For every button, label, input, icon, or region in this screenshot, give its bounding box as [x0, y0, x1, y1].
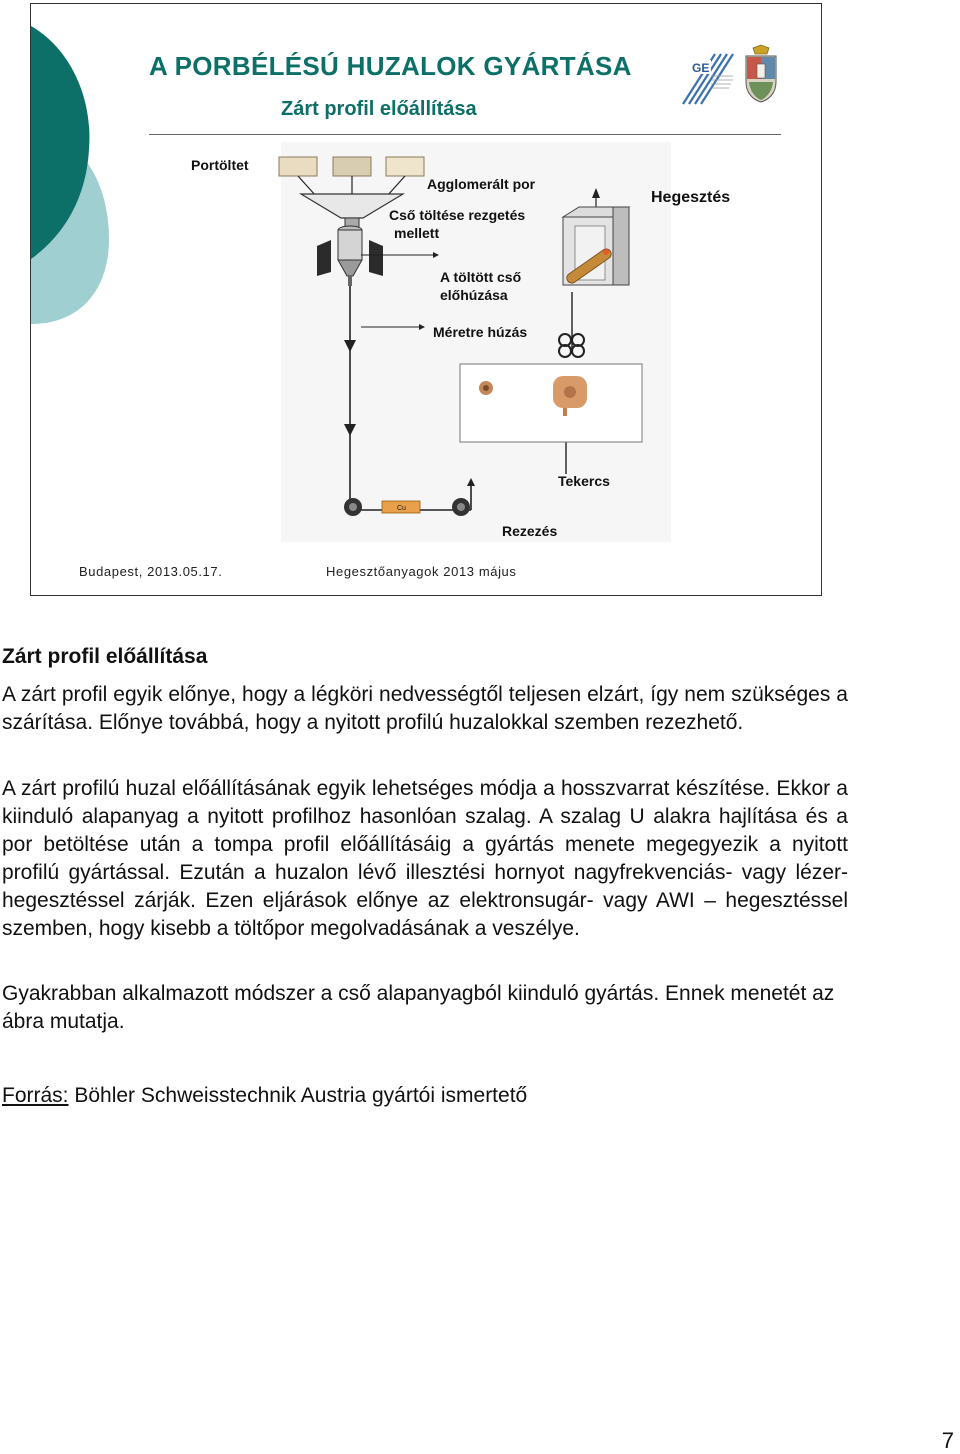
label-portoltet: Portöltet: [191, 157, 249, 173]
source-label: Forrás:: [2, 1084, 69, 1107]
label-agglomeralt-por: Agglomerált por: [427, 176, 536, 192]
svg-text:GE: GE: [692, 61, 710, 75]
label-meretre-huzas: Méretre húzás: [433, 324, 528, 340]
paragraph-2: A zárt profilú huzal előállításának egyik lehetséges módja a hosszvarrat készítése. Ekkor a kiinduló alapanyag a nyitott profilhoz hasonlóan szalag. A szalag U alakra hajlítása és a por betöltése után a tompa profil előállításáig a gyártás menete megegyezik a nyitott profilú gyártással. Ezután a huzalon lévő illesztési hornyot nagyfrekvenciás- vagy lézer-hegesztéssel zárják. Ezen eljárások előnye az elektronsugár- vagy AWI – hegesztéssel szemben, hogy kisebb a töltőpor megolvadásának a veszélye.: [2, 777, 848, 940]
label-tekercs: Tekercs: [558, 473, 610, 489]
label-eloh-line2: előhúzása: [440, 287, 508, 303]
paragraph-1: A zárt profil egyik előnye, hogy a légköri nedvességtől teljesen elzárt, így nem szükséges a szárítása. Előnye továbbá, hogy a nyitott profilú huzalokkal szemben rezezhető.: [2, 683, 848, 734]
label-rezezes: Rezezés: [502, 523, 558, 539]
slide-title: A PORBÉLÉSÚ HUZALOK GYÁRTÁSA: [149, 51, 632, 81]
label-cso-toltese-line1: Cső töltése rezgetés: [389, 207, 526, 223]
label-hegesztes: Hegesztés: [651, 189, 731, 206]
slide-frame: [30, 3, 822, 596]
source-text: Böhler Schweisstechnik Austria gyártói ismertető: [68, 1084, 528, 1107]
label-eloh-line1: A töltött cső: [440, 269, 522, 285]
slide-footer-date: Budapest, 2013.05.17.: [79, 564, 223, 579]
slide-subtitle: Zárt profil előállítása: [281, 98, 477, 120]
label-cso-toltese-line2: mellett: [394, 225, 440, 241]
paragraph-3: Gyakrabban alkalmazott módszer a cső alapanyagból kiinduló gyártás. Ennek menetét az ábra mutatja.: [2, 982, 835, 1033]
section-title: Zárt profil előállítása: [2, 645, 208, 668]
process-diagram: [31, 4, 821, 595]
source-citation: [2, 1082, 527, 1110]
page-number: 7: [941, 1428, 954, 1453]
slide-footer-event: Hegesztőanyagok 2013 május: [326, 564, 517, 579]
cu-label: Cu: [397, 505, 406, 512]
